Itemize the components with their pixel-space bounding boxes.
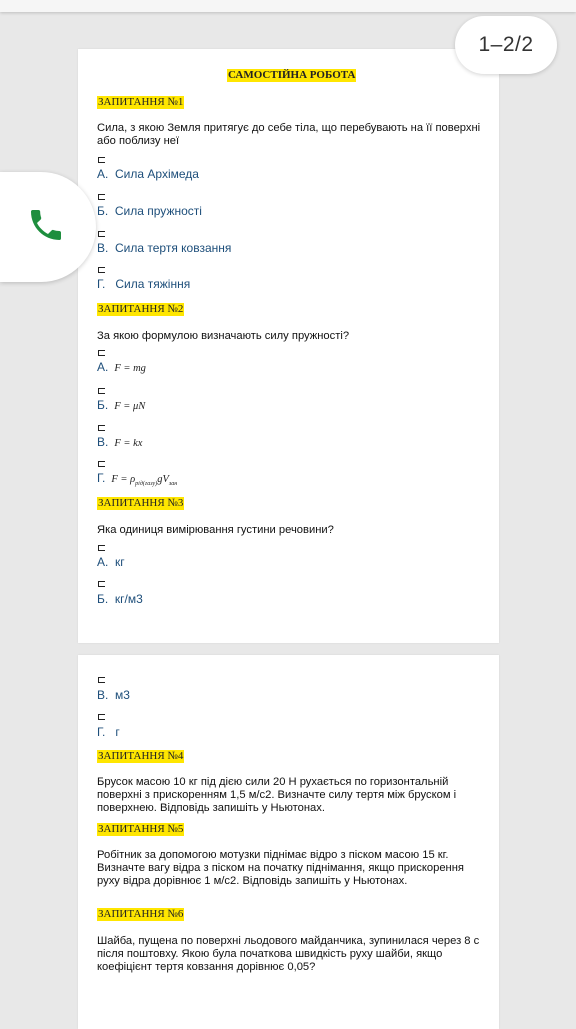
q2-option-d[interactable]: Г. $F = \rho_{рід(газу)}gV_{зан}$ [97,471,178,488]
q3-option-c[interactable]: В. м3 [97,688,130,702]
document-page-2 [78,655,499,1029]
q2-option-b[interactable]: Б. F = μN [97,398,146,412]
option-checkbox[interactable] [98,461,105,467]
question-1-heading: ЗАПИТАННЯ №1 [98,96,184,108]
option-checkbox[interactable] [98,194,105,200]
q3-option-b[interactable]: Б. кг/м3 [97,592,143,606]
question-4-heading: ЗАПИТАННЯ №4 [98,750,184,762]
option-checkbox[interactable] [98,350,105,356]
question-3-text: Яка одиниця вимірювання густини речовини? [97,524,334,536]
option-checkbox[interactable] [98,425,105,431]
q1-option-c[interactable]: В. Сила тертя ковзання [97,241,232,255]
option-checkbox[interactable] [98,388,105,394]
question-5-heading: ЗАПИТАННЯ №5 [98,823,184,835]
option-checkbox[interactable] [98,267,105,273]
question-6-text: Шайба, пущена по поверхні льодового майданчика, зупинилася через 8 с після поштовху. Якою була початкова швидкість руху шайби, якщо коефіцієнт тертя ковзання дорівнює 0,05? [97,935,480,973]
phone-icon [30,205,66,250]
question-1-text: Сила, з якою Земля притягує до себе тіла, що перебувають на її поверхні або поблизу неї [97,122,481,147]
document-page-1 [78,49,499,643]
q2-option-c[interactable]: В. F = kx [97,435,143,449]
option-checkbox[interactable] [98,714,105,720]
option-checkbox[interactable] [98,677,105,683]
question-5-text: Робітник за допомогою мотузки піднімає відро з піском масою 15 кг. Визначте вагу відра з піском на початку піднімання, якщо прискорення руху відра дорівнює 1 м/с2. Відповідь запишіть у Ньютонах. [97,849,464,887]
document-title: САМОСТІЙНА РОБОТА [228,69,356,81]
question-6-heading: ЗАПИТАННЯ №6 [98,908,184,920]
question-3-heading: ЗАПИТАННЯ №3 [98,497,184,509]
q2-option-a[interactable]: А. F = mg [97,360,146,374]
q1-option-b[interactable]: Б. Сила пружності [97,204,202,218]
option-checkbox[interactable] [98,231,105,237]
q1-option-d[interactable]: Г. Сила тяжіння [97,277,191,291]
top-toolbar [0,0,576,12]
question-4-text: Брусок масою 10 кг під дією сили 20 Н рухається по горизонтальній поверхні з прискоренням 1,5 м/с2. Визначте силу тертя між бруском і поверхнею. Відповідь запишіть у Ньютонах. [97,776,457,814]
question-2-heading: ЗАПИТАННЯ №2 [98,303,184,315]
option-checkbox[interactable] [98,545,105,551]
q3-option-a[interactable]: А. кг [97,555,125,569]
q3-option-d[interactable]: Г. г [97,725,120,739]
page-indicator: 1–2/2 [455,16,557,74]
option-checkbox[interactable] [98,581,105,587]
option-checkbox[interactable] [98,157,105,163]
question-2-text: За якою формулою визначають силу пружності? [97,330,350,342]
q1-option-a[interactable]: А. Сила Архімеда [97,167,199,181]
